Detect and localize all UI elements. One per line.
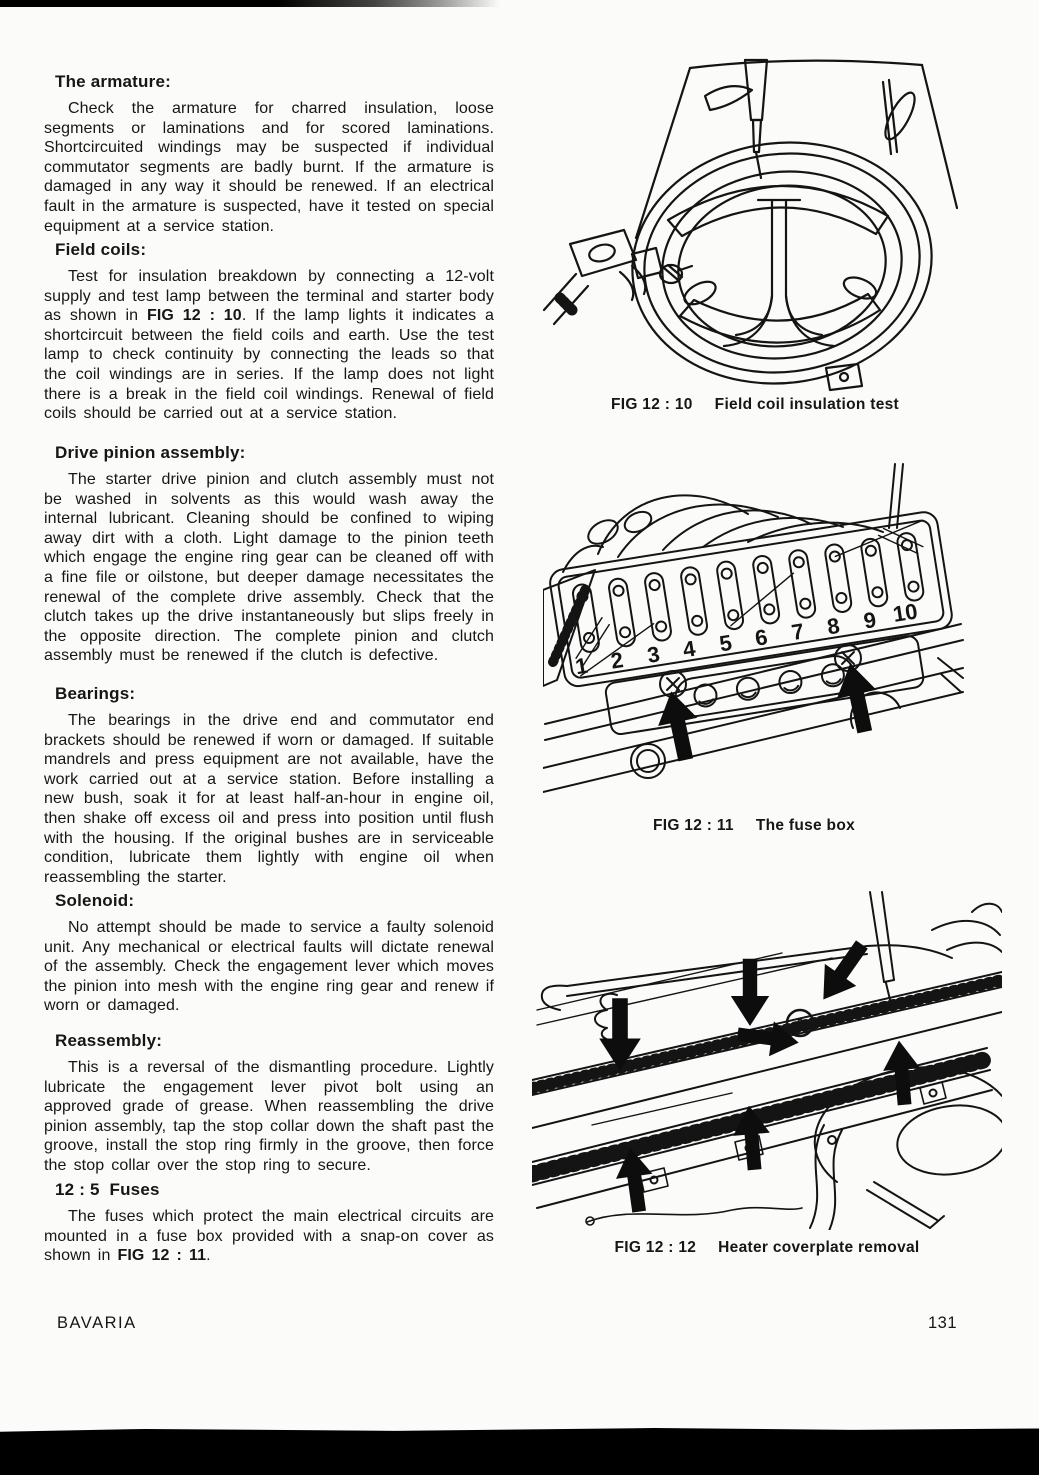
fig-12-10-illustration [540,58,970,393]
fig-reference: FIG 12 : 10 [146,307,242,325]
fig-12-12-caption [532,1239,1002,1257]
figure-title: The fuse box [755,817,856,834]
screwdriver [870,892,894,1004]
footer-book-title: BAVARIA [57,1314,137,1332]
fuse-number: 9 [861,607,878,634]
fuse-number: 7 [789,618,806,646]
paragraph-text: The fuses which protect the main electrical circuits are mounted in a fuse box provided with a snap-on cover as shown in [44,1208,494,1265]
section-paragraph [44,99,494,236]
paragraph-text: The bearings in the drive end and commutator end brackets should be renewed if worn or damaged. If suitable mandrels and press equipment are not available, have the work carried out at a service station. Before installing a new bush, soak it for at least half-an-hour in engine oil, then shake off excess oil and press into position until flush with the housing. If the original bushes are in serviceable condition, lubricate them lightly with engine oil when reassembling the starter. [44,712,494,886]
coil-connector-anchor [724,200,834,346]
fuse-number: 2 [609,647,626,674]
test-probe [745,60,767,178]
terminal-lead [544,230,692,324]
section-heading-drive-pinion: Drive pinion assembly: [55,443,246,462]
paragraph-text: Test for insulation breakdown by connecting a 12-volt supply and test lamp between the terminal and starter body as shown in [44,268,494,325]
figure-label: FIG 12 : 12 [614,1239,697,1256]
callout-a-label: A [794,1016,806,1033]
mounting-tab [826,364,862,390]
section-paragraph [44,470,494,666]
section-paragraph [44,918,494,1016]
paragraph-text: This is a reversal of the dismantling procedure. Lightly lubricate the engagement lever pivot bolt using an approved grade of grease. When reassembling the drive pinion assembly, tap the stop collar down the shaft past the groove, install the stop ring firmly in the groove, then force the stop collar over the stop ring to secure. [44,1059,494,1174]
section-heading-bearings: Bearings: [55,684,136,703]
section-heading-armature: The armature: [55,72,171,91]
section-solenoid [44,891,494,1016]
section-armature [44,72,494,236]
section-paragraph [44,711,494,887]
page-number: 131 [928,1314,958,1332]
section-bearings [44,684,494,887]
scan-artifact-bottom-bar [0,1428,1039,1475]
cowl-lines [532,904,1002,1128]
scan-artifact-top-bar [0,0,500,7]
section-drive-pinion [44,443,494,666]
paragraph-text: No attempt should be made to service a faulty solenoid unit. Any mechanical or electrical faults will dictate renewal of the assembly. Check the engagement lever which moves the pinion into mesh with the engine ring gear and renew if worn or damaged. [44,919,494,1015]
section-field-coils [44,240,494,424]
figure-title: Field coil insulation test [714,396,900,413]
paragraph-text: . [206,1247,211,1265]
fig-reference: FIG 12 : 11 [117,1247,207,1265]
up-arrow-icon [652,687,706,764]
fuse-number: 10 [891,598,920,627]
loose-wiring [586,1208,802,1225]
section-paragraph [44,1207,494,1266]
fig-12-11-caption [543,817,965,835]
section-heading-solenoid: Solenoid: [55,891,135,910]
starter-body-drawing [540,58,970,393]
end-ring [618,126,945,393]
fuse-number: 1 [573,652,590,680]
section-paragraph [44,1058,494,1176]
fig-12-10-caption [540,396,970,414]
paragraph-text: The starter drive pinion and clutch assembly must not be washed in solvents as this would wash away the internal lubricant. Cleaning should be confined to wiping away dirt with a cloth. Light damage to the pinion teeth which engage the engine ring gear can be cleaned off with a fine file or oilstone, but deeper damage necessitates the renewal of the complete drive assembly. Check that the clutch takes up the drive instantaneously but slips freely in the opposite direction. The complete pinion and clutch assembly must be renewed if the clutch is defective. [44,471,494,665]
paragraph-text: Check the armature for charred insulation, loose segments or laminations and for scored laminations. Shortcircuited windings may be suspected if individual commutator segments are badly burnt. If the armature is damaged in any way it should be renewed. If an electrical fault in the armature is suspected, have it tested on special equipment at a service station. [44,100,494,235]
section-paragraph [44,267,494,424]
fuse-number: 6 [753,624,770,651]
fuse-number: 4 [681,635,698,663]
section-reassembly [44,1031,494,1176]
section-heading-fuses: 12 : 5 Fuses [55,1180,160,1199]
figure-title: Heater coverplate removal [718,1239,920,1256]
fig-12-11-illustration [543,462,965,810]
fuse-number: 8 [825,612,842,640]
fig-12-12-illustration [532,890,1002,1230]
fuse-box-drawing [543,462,965,810]
fuse-slots [572,532,925,653]
paragraph-text: . If the lamp lights it indicates a shortcircuit between the field coils and earth. Use the test lamp to check continuity by connecting the leads so that the coil windings are in series. If the lamp does not light there is a break in the field coil windings. Renewal of field coils should be carried out at a service station. [44,307,494,423]
wiring-harness [563,464,903,572]
heater-coverplate-drawing [532,890,1002,1230]
fuse-number: 5 [717,629,734,657]
section-fuses [44,1180,494,1266]
section-heading-field-coils: Field coils: [55,240,147,259]
fuse-numbers [573,598,919,679]
section-heading-reassembly: Reassembly: [55,1031,163,1050]
figure-label: FIG 12 : 11 [652,817,734,834]
figure-label: FIG 12 : 10 [610,396,693,413]
fuse-number: 3 [645,641,662,668]
